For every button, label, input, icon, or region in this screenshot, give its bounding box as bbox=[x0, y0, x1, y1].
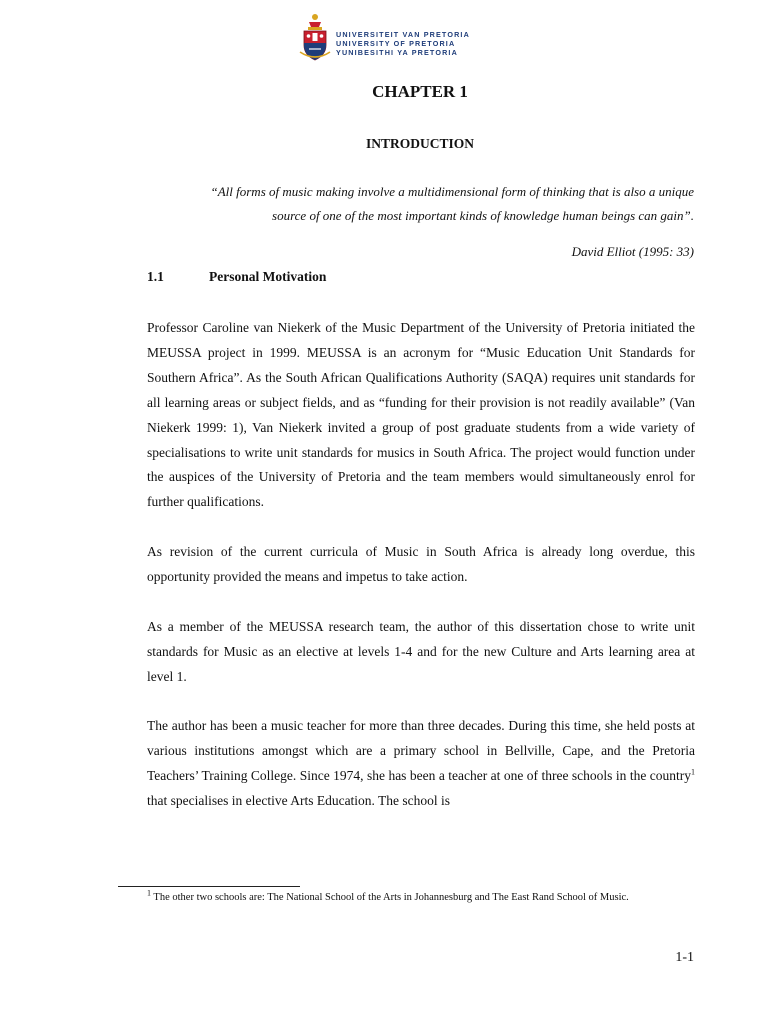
footnote-reference: 1 bbox=[691, 767, 695, 777]
paragraph: As a member of the MEUSSA research team, the author of this dissertation chose to write unit standards for Music as an elective at levels 1-4 and for the new Culture and Arts learning area at level 1. bbox=[147, 618, 695, 684]
footnote-text: The other two schools are: The National School of the Arts in Johannesburg and The East Rand School of Music. bbox=[151, 892, 629, 903]
footnote-marker: 1 bbox=[147, 888, 151, 898]
footnote bbox=[147, 888, 629, 903]
epigraph-line-1: “All forms of music making involve a multidimensional form of thinking that is also a unique bbox=[210, 184, 694, 199]
university-crest-icon bbox=[298, 12, 332, 62]
subsection-number: 1.1 bbox=[147, 269, 164, 284]
university-header bbox=[298, 12, 498, 62]
subsection-heading bbox=[147, 269, 326, 285]
paragraph-with-footnote bbox=[147, 714, 695, 814]
university-name-english: UNIVERSITY OF PRETORIA bbox=[336, 39, 456, 48]
epigraph-quote bbox=[210, 180, 694, 228]
university-name-afrikaans: UNIVERSITEIT VAN PRETORIA bbox=[336, 30, 470, 39]
body-text bbox=[147, 316, 695, 814]
paragraph-text-before-footnote: The author has been a music teacher for more than three decades. During this time, she held posts at various institutions amongst which are a primary school in Bellville, Cape, and the Pretoria Teachers’ Training College. Since 1974, she has been a teacher at one of three schools in the country bbox=[147, 718, 695, 784]
page-number: 1-1 bbox=[675, 950, 694, 965]
university-name-sepedi: YUNIBESITHI YA PRETORIA bbox=[336, 48, 458, 57]
subsection-title: Personal Motivation bbox=[209, 269, 327, 284]
paragraph: Professor Caroline van Niekerk of the Music Department of the University of Pretoria initiated the MEUSSA project in 1999. MEUSSA is an acronym for “Music Education Unit Standards for Southern Africa”. As the South African Qualifications Authority (SAQA) requires unit standards for all learning areas or subject fields, and as “funding for their provision is not readily available” (Van Niekerk 1999: 1), Van Niekerk invited a group of post graduate students from a wide variety of specialisations to write unit standards for musics in South Africa. The project would function under the auspices of the University of Pretoria and the team members would simultaneously enrol for further qualifications. bbox=[147, 320, 695, 510]
chapter-title: CHAPTER 1 bbox=[372, 82, 468, 101]
section-title: INTRODUCTION bbox=[365, 136, 474, 151]
epigraph-line-2: source of one of the most important kinds of knowledge human beings can gain”. bbox=[272, 208, 694, 223]
footnote-divider bbox=[118, 886, 300, 887]
paragraph: As revision of the current curricula of Music in South Africa is already long overdue, this opportunity provided the means and impetus to take action. bbox=[147, 544, 695, 585]
epigraph-attribution: David Elliot (1995: 33) bbox=[571, 244, 694, 259]
paragraph-text-after-footnote: that specialises in elective Arts Education. The school is bbox=[147, 793, 451, 809]
